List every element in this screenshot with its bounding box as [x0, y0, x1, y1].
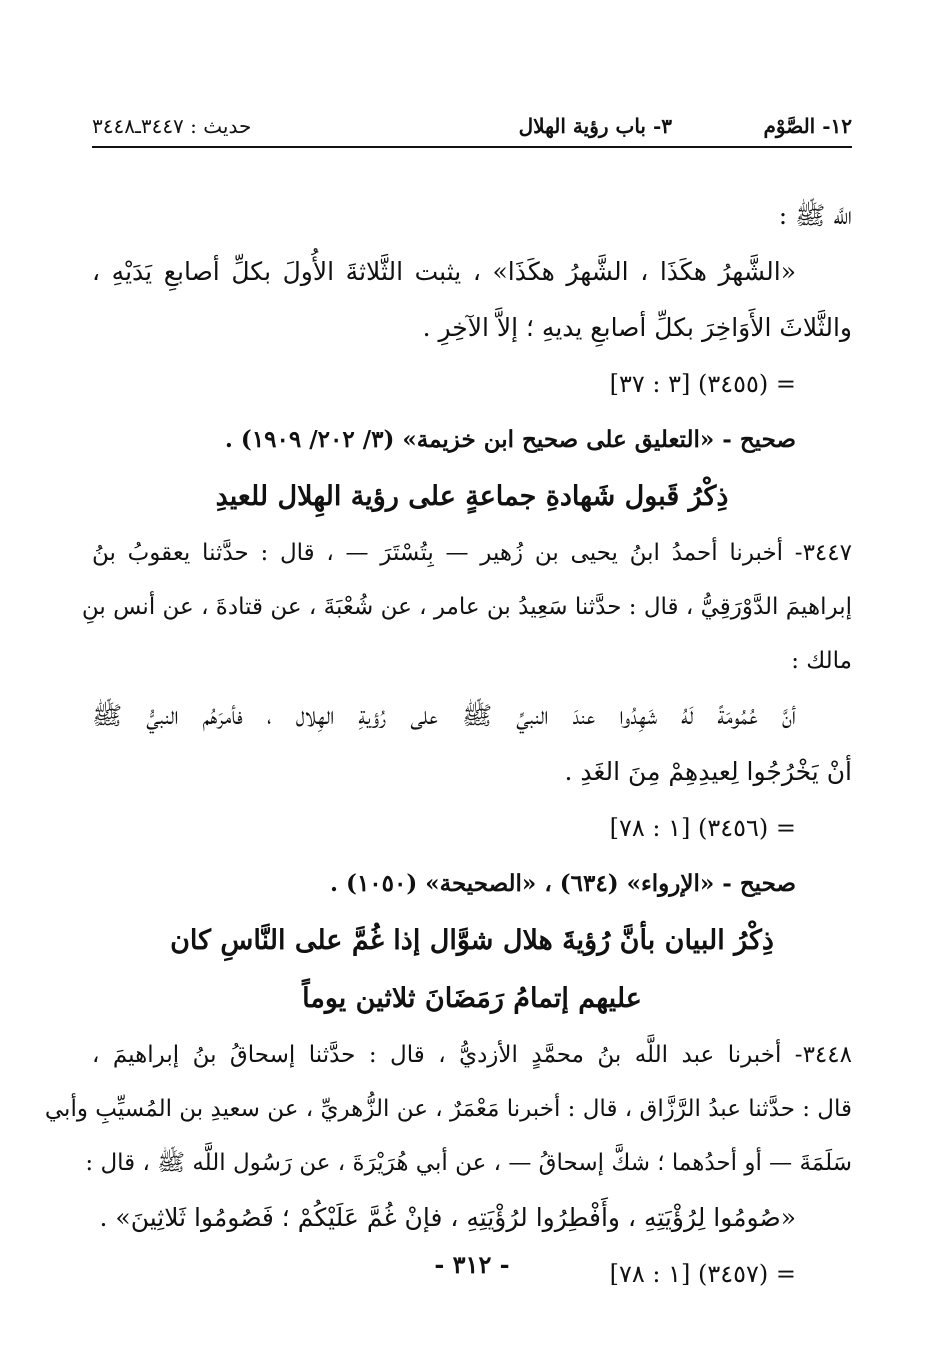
- text-line: إبراهيمَ الدَّوْرَقِيُّ ، قال : حدَّثنا سَعِيدُ بن عامر ، عن شُعْبَةَ ، عن قتادةَ ، عن أنس بنِ: [81, 594, 852, 620]
- text-line: سَلَمَةَ — أو أحدُهما ؛ شكَّ إسحاقُ — ، عن أبي هُرَيْرَةَ ، عن رَسُول اللَّه ﷺ ، قال :: [85, 1150, 852, 1176]
- section-heading: عليهم إتمامُ رَمَضَانَ ثلاثين يوماً: [302, 983, 642, 1014]
- hadith-reference: = (٣٤٥٥) [٣ : ٣٧]: [609, 370, 796, 398]
- grading-line: صحيح - «الإرواء» (٦٣٤) ، «الصحيحة» (١٠٥٠) .: [330, 870, 796, 897]
- text-line: «الشَّهرُ هكَذَا ، الشَّهرُ هكَذَا» ، يثبت الثَّلاثةَ الأُولَ بكلِّ أصابعِ يَدَيْهِ ،: [92, 257, 796, 286]
- running-header: [92, 110, 852, 148]
- text-line: والثَّلاثَ الأَوَاخِرَ بكلِّ أصابعِ يديهِ ؛ إلاَّ الآخِرِ .: [422, 313, 852, 342]
- text-line: أنَّ عُمُومَةً لَهُ شَهِدُوا عندَ النبيِّ ﷺ على رُؤيةِ الهِلال ، فأمرَهُم النبيُّ ﷺ: [92, 701, 796, 730]
- section-title: ٣- باب رؤية الهلال: [518, 114, 672, 138]
- hadith-reference: = (٣٤٥٧) [١ : ٧٨]: [609, 1260, 796, 1288]
- text-line: ٣٤٤٨- أخبرنا عبد اللَّه بنُ محمَّدٍ الأزديُّ ، قال : حدَّثنا إسحاقُ بنُ إبراهيمَ ،: [92, 1042, 852, 1068]
- text-line: قال : حدَّثنا عبدُ الرَّزَّاق ، قال : أخبرنا مَعْمَرٌ ، عن الزُّهريِّ ، عن سعيدِ بن المُسيِّبِ وأبي: [44, 1096, 852, 1122]
- text-line: مالك :: [791, 648, 852, 674]
- hadith-reference: = (٣٤٥٦) [١ : ٧٨]: [609, 814, 796, 842]
- text-line: اللَّه ﷺ :: [778, 201, 852, 230]
- section-heading: ذِكْرُ قَبول شَهادةِ جماعةٍ على رؤية الهِلال للعيدِ: [215, 481, 729, 512]
- text-line: أنْ يَخْرُجُوا لِعيدِهِمْ مِنَ الغَدِ .: [564, 757, 852, 786]
- page-body: [44, 188, 852, 1302]
- text-line: ٣٤٤٧- أخبرنا أحمدُ ابنُ يحيى بن زُهير — بِتُسْتَرَ — ، قال : حدَّثنا يعقوبُ بنُ: [92, 540, 852, 566]
- page: [44, 0, 852, 1370]
- text-line: «صُومُوا لِرُؤْيَتِهِ ، وأَفْطِرُوا لرُؤْيَتِهِ ، فإنْ غُمَّ عَلَيْكُمْ ؛ فَصُومُوا ثَلاثِينَ» .: [99, 1203, 796, 1232]
- page-number: - ٣١٢ -: [434, 1250, 510, 1279]
- hadith-range: حديث : ٣٤٤٧ـ٣٤٤٨: [92, 114, 252, 138]
- grading-line: صحيح - «التعليق على صحيح ابن خزيمة» (٣/ ٢٠٢/ ١٩٠٩) .: [224, 426, 796, 453]
- section-heading: ذِكْرُ البيان بأنَّ رُؤيةَ هلال شوَّال إذا غُمَّ على النَّاسِ كان: [170, 925, 774, 956]
- chapter-title: ١٢- الصَّوْم: [763, 114, 852, 138]
